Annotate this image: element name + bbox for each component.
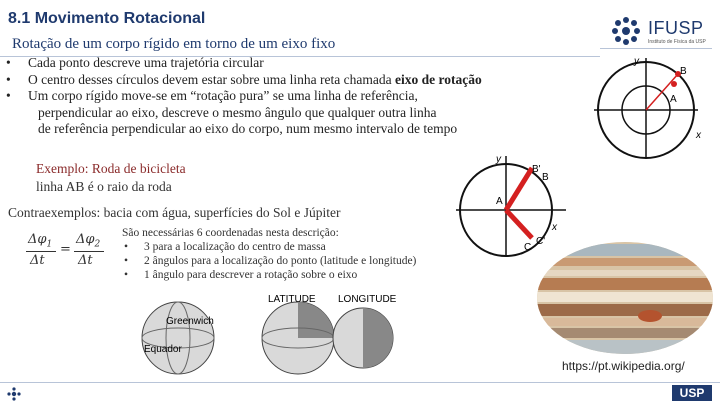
bullet-marker: • (6, 55, 11, 70)
greenwich-label: Greenwich (166, 316, 214, 327)
bullet-continuation: perpendicular ao eixo, descreve o mesmo ângulo que qualquer outra linha (38, 104, 437, 120)
y-axis-label: y (496, 154, 501, 165)
logo-subtext: Instituto de Física da USP (648, 39, 706, 45)
list-item: • 1 ângulo para descrever a rotação sobre o eixo (124, 269, 358, 281)
bullet-continuation: de referência perpendicular ao eixo do corpo, num mesmo intervalo de tempo (38, 121, 458, 136)
label-c: C (524, 242, 532, 253)
wheel-diagram-top (586, 52, 718, 164)
example-line-2: linha AB é o raio da roda (36, 179, 172, 194)
logo-text: IFUSP (648, 18, 704, 38)
bullet-text: Um corpo rígido move-se em “rotação pura” se uma linha de referência, (28, 88, 418, 103)
bullet-bold-term: eixo de rotação (394, 71, 482, 87)
usp-logo: USP (672, 385, 712, 401)
x-axis-label: x (552, 222, 557, 233)
list-item: • 2 ângulos para a localização do ponto (latitude e longitude) (124, 255, 417, 267)
longitude-sector (363, 308, 393, 368)
slide-title: 8.1 Movimento Rotacional (8, 10, 206, 27)
equation-numerator-2: $\Delta\varphi_2$ (76, 232, 101, 250)
source-link[interactable]: https://pt.wikipedia.org/ (562, 359, 685, 373)
bullet-item (6, 72, 596, 89)
fraction-bar (26, 251, 56, 252)
bullet-marker: • (6, 71, 11, 87)
coordinates-list (122, 226, 416, 282)
x-axis-label: x (696, 130, 701, 141)
y-axis-label: y (634, 56, 639, 67)
bullet-item (6, 55, 596, 72)
footer-divider (0, 382, 720, 383)
globe-1 (142, 302, 214, 374)
logo-divider (600, 48, 712, 49)
footer-bar (0, 382, 720, 405)
slide-subtitle: Rotação de um corpo rígido em torno de um eixo fixo (12, 36, 336, 52)
equator-label: Equador (144, 344, 182, 355)
equation-denominator-2: Δt (78, 253, 93, 268)
bullet-marker: • (6, 88, 11, 103)
equation-denominator-1: Δt (30, 253, 45, 268)
example-text (36, 160, 186, 196)
ifusp-small-icon (6, 386, 22, 402)
label-c-prime: C' (536, 236, 546, 247)
great-red-spot (638, 310, 662, 322)
counterexamples-text: Contraexemplos: bacia com água, superfícies do Sol e Júpiter (8, 205, 341, 220)
label-a: A (670, 94, 677, 105)
list-item: • 3 para a localização do centro de massa (124, 241, 326, 253)
bullet-text: O centro desses círculos devem estar sobre uma linha reta chamada eixo de rotação (28, 71, 482, 87)
label-b: B (542, 172, 549, 183)
example-line-1: Exemplo: Roda de bicicleta (36, 161, 186, 176)
radius-line-c (506, 210, 532, 238)
radius-line-ab (506, 168, 532, 210)
equation-equals: = (60, 242, 71, 257)
label-b-prime: B' (532, 164, 541, 175)
point-a (671, 81, 677, 87)
bullet-list (6, 55, 596, 138)
jupiter-image (530, 240, 720, 358)
latitude-label: LATITUDE (268, 294, 316, 305)
bullet-item (6, 88, 596, 105)
globe-diagrams (138, 294, 397, 376)
label-b: B (680, 66, 687, 77)
label-a: A (496, 196, 503, 207)
bullet-text: Cada ponto descreve uma trajetória circular (28, 55, 264, 70)
fraction-bar (74, 251, 104, 252)
angle-equation (20, 232, 120, 272)
equation-numerator-1: $\Delta\varphi_1$ (28, 232, 53, 250)
longitude-label: LONGITUDE (338, 294, 397, 305)
coordinates-intro: São necessárias 6 coordenadas nesta descrição: (122, 227, 339, 239)
